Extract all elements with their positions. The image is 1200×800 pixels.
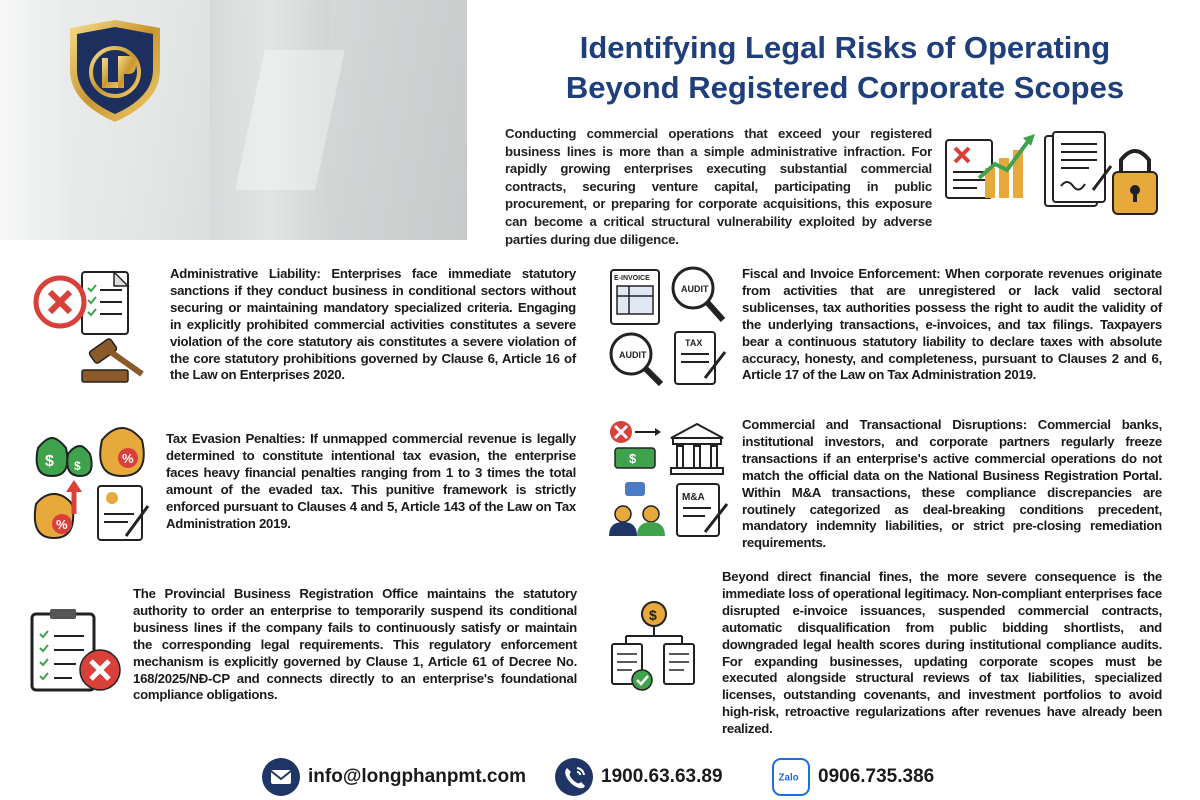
page-title: [500, 28, 1190, 108]
envelope-icon: [262, 758, 300, 796]
commercial-text: Commercial banks, institutional investors, and corporate partners regularly freeze transactions if an enterprise's active commercial operations do not match the official data on the National Business Registration Portal. Within M&A transactions, these compliance discrepancies are routinely categorized as deal-breaking conditions precedent, mandatory indemnity liabilities, or strict pre-closing remediation requirements.: [742, 417, 1162, 551]
gavel-document-rejection-icon: [30, 266, 152, 390]
footer-zalo[interactable]: [772, 757, 934, 797]
svg-text:Zalo: Zalo: [778, 772, 799, 784]
intro-paragraph: Conducting commercial operations that exceed your registered business lines is more than a simple administrative infraction. For rapidly growing enterprises executing substantial commercial contracts, securing venture capital, participating in public procurement, or preparing for corporate acquisitions, this exposure can become a critical structural vulnerability exploited by adverse parties during due diligence.: [505, 126, 932, 247]
tax-evasion-text: If unmapped commercial revenue is legally determined to constitute intentional tax evasion, the enterprise faces heavy financial penalties ranging from 1 to 3 times the total amount of the evaded tax. This punitive framework is strictly enforced pursuant to Clauses 4 and 5, Article 143 of the Law on Tax Administration 2019.: [166, 431, 576, 531]
ma-label: M&A: [682, 492, 705, 503]
administrative-heading: Administrative Liability:: [170, 266, 321, 281]
intro-illustration-icon: [943, 128, 1163, 228]
commercial-heading: Commercial and Transactional Disruptions:: [742, 417, 1027, 432]
svg-text:$: $: [629, 451, 637, 466]
svg-text:$: $: [45, 453, 54, 470]
bank-ma-transaction-icon: [605, 416, 729, 540]
svg-text:$: $: [74, 459, 81, 473]
svg-text:$: $: [649, 607, 657, 623]
title-line-1: Identifying Legal Risks of Operating: [579, 30, 1111, 65]
footer-email[interactable]: [262, 757, 526, 797]
phone-icon: [555, 758, 593, 796]
footer-phone-text[interactable]: 1900.63.63.89: [601, 766, 723, 787]
fiscal-heading: Fiscal and Invoice Enforcement:: [742, 266, 941, 281]
tax-evasion-heading: Tax Evasion Penalties:: [166, 431, 306, 446]
title-line-2: Beyond Registered Corporate Scopes: [565, 70, 1125, 105]
provincial-text: The Provincial Business Registration Office maintains the statutory authority to order an enterprise to temporarily suspend its conditional business lines if the company fails to continuously satisfy or maintain the corresponding legal requirements. This regulatory enforcement mechanism is explicitly governed by Clause 1, Article 61 of Decree No. 168/2025/NĐ-CP and connects directly to an enterprise's foundational compliance obligations.: [133, 586, 577, 703]
audit-label-2: AUDIT: [619, 350, 647, 360]
audit-invoice-tax-icon: [605, 262, 729, 390]
audit-label-1: AUDIT: [681, 284, 709, 294]
clipboard-rejection-icon: [28, 608, 124, 692]
law-firm-shield-logo-icon: [62, 18, 168, 124]
footer-phone[interactable]: [555, 757, 723, 797]
tax-label: TAX: [685, 338, 703, 348]
money-bags-penalty-icon: [28, 418, 154, 546]
fiscal-text: When corporate revenues originate from activities that are unregistered or lack valid sectoral sublicenses, tax authorities possess the right to audit the validity of the underlying transactions, e-invoices, and tax filings. Taxpayers bear a continuous statutory liability to declare taxes with absolute accuracy, honesty, and completeness, pursuant to Clauses 2 and 6, Article 17 of the Law on Tax Administration 2019.: [742, 266, 1162, 383]
footer-zalo-number[interactable]: 0906.735.386: [818, 766, 935, 787]
beyond-text: Beyond direct financial fines, the more severe consequence is the immediate loss of operational legitimacy. Non-compliant enterprises face disrupted e-invoice issuances, suspended commercial contracts, automatic disqualification from public bidding shortlists, and downgraded legal health scores during institutional compliance audits. For expanding businesses, updating corporate scopes must be executed alongside structural reviews of tax liabilities, specialized licenses, outstanding covenants, and investment portfolios to avoid high-risk, retroactive regularizations after revenues have already been realized.: [722, 569, 1162, 737]
compliance-flowchart-icon: [608, 600, 696, 692]
svg-text:%: %: [122, 451, 134, 466]
einvoice-label: E-INVOICE: [614, 275, 650, 282]
footer-email-text[interactable]: info@longphanpmt.com: [308, 766, 526, 787]
zalo-icon: [772, 758, 810, 796]
svg-text:%: %: [56, 517, 68, 532]
administrative-text: Enterprises face immediate statutory sanctions if they conduct business in conditional sectors without securing or maintaining mandatory specialized criteria. Engaging in explicitly prohibited commercial activities constitutes a severe violation of the core statutory ais constitutes a severe violation of the core statutory prohibitions governed by Clause 6, Article 16 of the Law on Enterprises 2020.: [170, 266, 576, 383]
